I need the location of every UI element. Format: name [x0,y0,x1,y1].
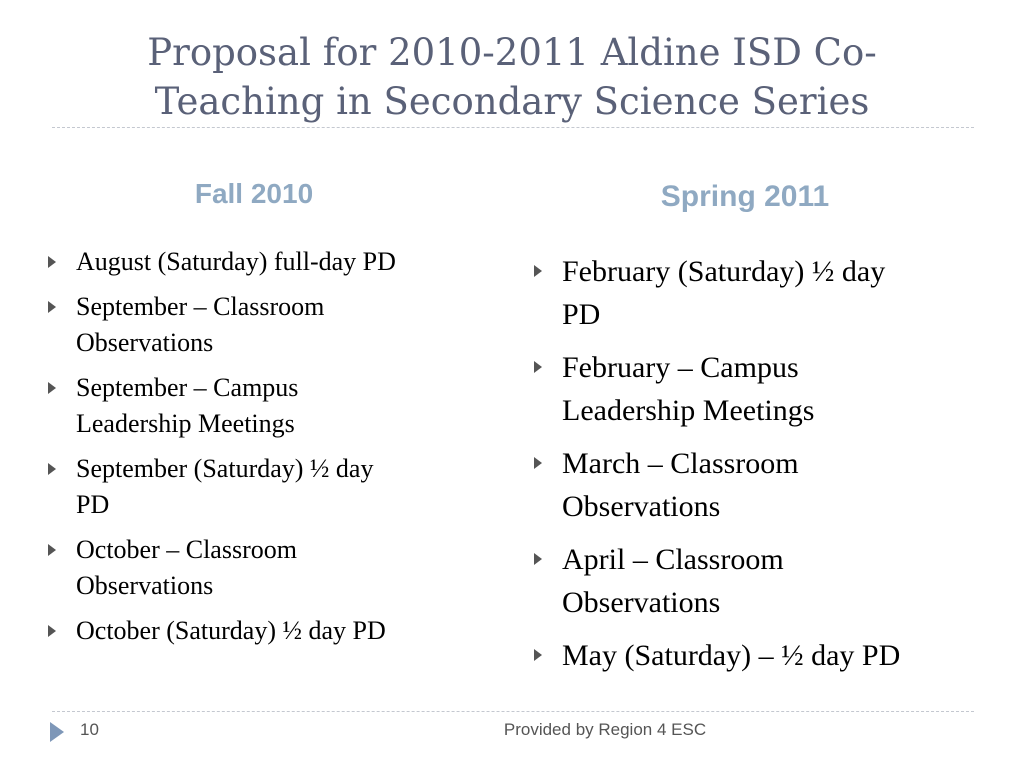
slide-title-line-1: Proposal for 2010-2011 Aldine ISD Co- [147,31,877,74]
spring-item [530,442,975,528]
spring-item-text-cont: Observations [562,586,721,619]
slide-title [60,28,964,126]
bullet-arrow-icon [48,544,56,556]
bullet-arrow-icon [48,625,56,637]
spring-item-text: May (Saturday) – ½ day PD [562,639,901,672]
slide-title-line-2: Teaching in Secondary Science Series [154,80,870,123]
title-divider [52,127,974,128]
fall-item-text: September – Classroom [76,292,325,321]
fall-item-text: September – Campus [76,373,299,402]
fall-item-text: October – Classroom [76,535,297,564]
fall-item [44,451,504,523]
bullet-arrow-icon [534,649,542,661]
spring-item [530,346,975,432]
fall-item [44,289,504,361]
fall-item [44,370,504,442]
spring-heading: Spring 2011 [660,180,830,213]
spring-item-text: March – Classroom [562,447,799,480]
fall-item [44,532,504,604]
bullet-arrow-icon [48,301,56,313]
bullet-arrow-icon [48,256,56,268]
spring-item-text: April – Classroom [562,543,784,576]
bullet-arrow-icon [534,553,542,565]
footer-arrow-icon [50,722,64,742]
fall-item [44,613,504,649]
spring-item-text-cont: PD [562,298,601,331]
fall-item-text-cont: PD [76,490,110,519]
spring-item [530,250,975,336]
spring-item-text-cont: Observations [562,490,721,523]
fall-item-text: September (Saturday) ½ day [76,454,374,483]
fall-item-text: August (Saturday) full-day PD [76,247,396,276]
fall-item-text-cont: Observations [76,571,214,600]
footer-credit: Provided by Region 4 ESC [503,720,707,739]
fall-item-text-cont: Observations [76,328,214,357]
fall-item-text: October (Saturday) ½ day PD [76,616,386,645]
fall-list [44,244,504,658]
spring-item-text: February (Saturday) ½ day [562,255,886,288]
footer-divider [52,711,974,712]
bullet-arrow-icon [534,265,542,277]
spring-list [530,250,975,687]
bullet-arrow-icon [48,463,56,475]
page-number: 10 [80,720,99,739]
fall-item [44,244,504,280]
bullet-arrow-icon [534,457,542,469]
bullet-arrow-icon [534,361,542,373]
spring-item-text-cont: Leadership Meetings [562,394,815,427]
spring-item [530,634,975,677]
bullet-arrow-icon [48,382,56,394]
fall-item-text-cont: Leadership Meetings [76,409,295,438]
fall-heading: Fall 2010 [194,178,314,209]
spring-item-text: February – Campus [562,351,799,384]
spring-item [530,538,975,624]
